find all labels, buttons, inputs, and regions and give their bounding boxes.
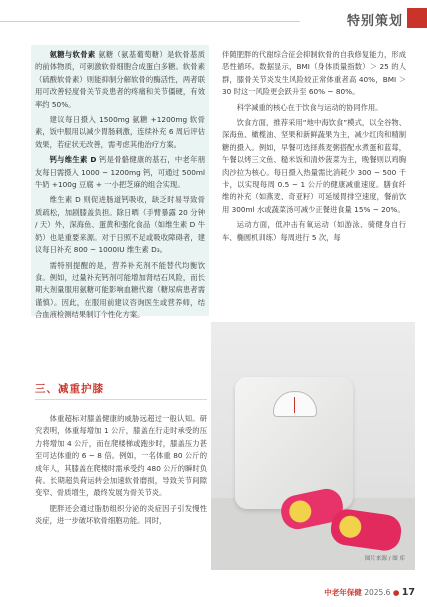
section-rule <box>35 399 207 400</box>
paragraph-text: 氨糖（氨基葡萄糖）是软骨基质的前体物质，可刺激软骨细胞合成蛋白多糖。软骨素（硫酸软骨素）则能抑制分解软骨的酶活性，两者联用可改善轻度骨关节炎患者的疼痛和关节僵硬，有效率约 50%。 <box>35 50 206 109</box>
header-accent-bar <box>407 8 427 28</box>
right-column <box>222 49 406 247</box>
paragraph-text: 维生素 D 则促进肠道钙吸收，缺乏时易导致骨质疏松，加剧膝盖负担。除日晒（手臂暴露 20 分钟 / 天）外，深海鱼、蛋黄和强化食品（如维生素 D 牛奶）也是重要来源。对于日照不足或吸收障碍者，建议每日补充 800 ~ 1000IU 维生素 D₃。 <box>35 195 205 255</box>
left-column <box>35 49 205 325</box>
dumbbell-cap <box>287 498 313 524</box>
paragraph-warning <box>35 260 205 322</box>
paragraph-vitamin-d <box>35 194 205 256</box>
page-footer <box>324 587 415 598</box>
scale-dial <box>273 391 317 417</box>
paragraph-inflammation: 肥胖还会通过脂肪组织分泌的炎症因子引发慢性炎症，进一步破坏软骨细胞功能。同时， <box>35 503 207 526</box>
section-heading: 三、减重护膝 <box>35 383 104 395</box>
paragraph-diet: 饮食方面，推荐采用“地中海饮食”模式，以全谷物、深海鱼、橄榄油、坚果和新鲜蔬果为主，减少红肉和精制糖的摄入。例如，早餐可选择燕麦粥搭配水煮蛋和蓝莓，午餐以烤三文鱼、糙米饭和清炒菠菜为主，晚餐则以鸡胸肉沙拉为核心。每日摄入热量需比消耗少 300 ~ 500 千卡，以实现每周 0.5 ~ 1 公斤的健康减重速度。膳食纤维的补充（如燕麦、奇亚籽）可延缓胃排空速度，餐前饮用 300ml 水或蔬菜汤可减少正餐进食量 15% ~ 20%。 <box>222 118 406 214</box>
bathroom-scale-icon <box>235 377 353 509</box>
magazine-name: 中老年保健 <box>324 588 362 597</box>
issue-number: 2025.6 <box>364 588 391 597</box>
photo-credit: 图片来源 / 图 库 <box>364 556 405 562</box>
paragraph-exercise: 运动方面，低冲击有氧运动（如游泳、骑健身自行车、椭圆机训练）每周进行 5 次，每 <box>222 220 406 242</box>
scale-dumbbell-photo <box>211 322 415 570</box>
paragraph-dosage <box>35 114 205 151</box>
subheading-calcium: 钙与维生素 D <box>49 155 97 165</box>
paragraph-text: 建议每日摄入 1500mg 氨糖 +1200mg 软骨素，饭中服用以减少胃肠刺激，连续补充 6 周后评估效果，若症状无改善，需考虑其他治疗方案。 <box>35 115 205 149</box>
dumbbell-cap <box>338 514 363 539</box>
paragraph-calcium <box>35 154 205 191</box>
paragraph-weight: 体重超标对膝盖健康的威胁远超过一般认知。研究表明，体重每增加 1 公斤，膝盖在行走时承受的压力将增加 4 公斤，而在爬楼梯或跑步时，膝盖压力甚至可达体重的 6 ~ 8 倍。例如，一名体重 80 公斤的成年人，其膝盖在爬楼时需承受约 480 公斤的瞬时负荷。长期超负荷运转会加速软骨磨损，导致关节间隙变窄、骨质增生，最终发展为骨关节炎。 <box>35 414 207 498</box>
section-title: 特别策划 <box>346 14 403 29</box>
header-rule <box>0 21 300 22</box>
paragraph-glucosamine <box>35 49 205 111</box>
scale-needle <box>294 397 295 413</box>
paragraph-text: 需特别提醒的是，营养补充剂不能替代均衡饮食。例如，过量补充钙剂可能增加肾结石风险，而长期大剂量服用氨糖可能影响血糖代谢（糖尿病患者需谨慎）。因此，在服用前建议咨询医生或营养师，结合血液检测结果制订个性化方案。 <box>35 260 205 320</box>
paragraph-text: 钙是骨骼健康的基石，中老年朋友每日需摄入 1000 ~ 1200mg 钙，可通过 500ml 牛奶 +100g 豆腐 + 一小把芝麻的组合实现。 <box>35 155 205 190</box>
paragraph-bmi: 伴随肥胖的代谢综合征会抑制软骨的自我修复能力，形成恶性循环。数据显示，BMI（身体质量指数）＞ 25 的人群，膝骨关节炎发生风险较正常体重者高 40%，BMI ＞ 30 时这一风险更会跃升至 60% ~ 80%。 <box>222 50 406 97</box>
subheading-glucosamine: 氨糖与软骨素 <box>49 50 96 59</box>
section3-body <box>35 413 207 531</box>
page-number: 17 <box>401 587 415 598</box>
footer-bullet: ● <box>392 588 400 597</box>
paragraph-core: 科学减重的核心在于饮食与运动的协同作用。 <box>236 102 383 112</box>
